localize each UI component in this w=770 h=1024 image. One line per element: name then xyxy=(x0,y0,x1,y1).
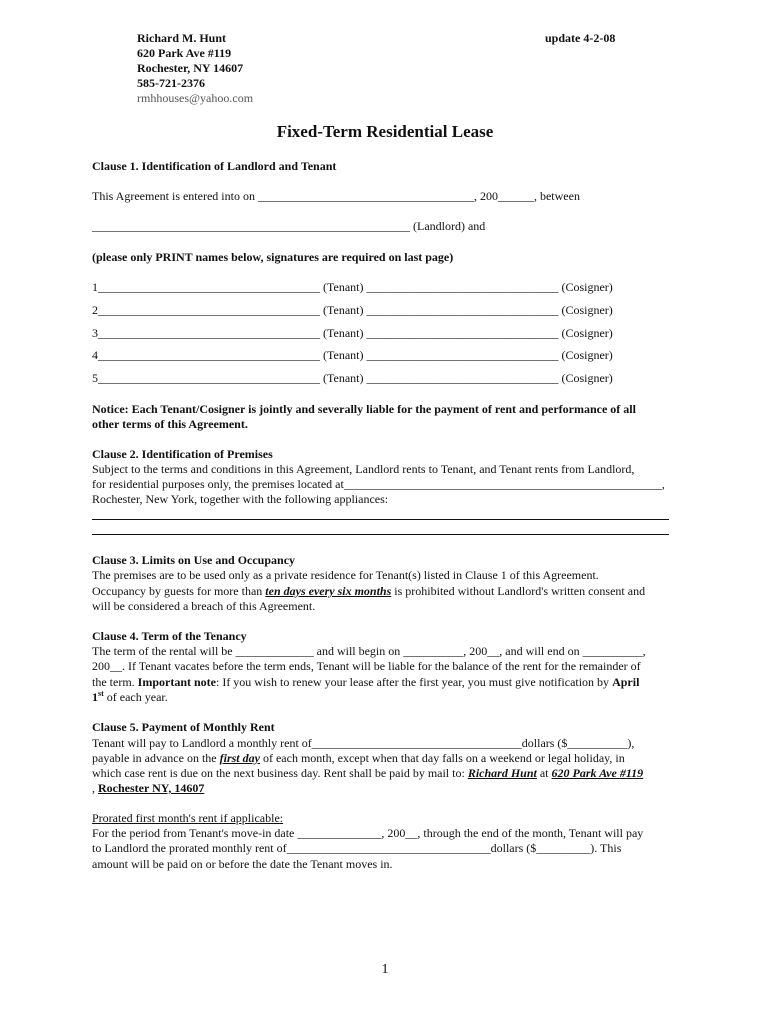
clause-5-line-3-at: at xyxy=(536,766,552,780)
tenant-row: 5_____________________________________ (Tenant) ________________________________ (Cosigner) xyxy=(92,371,613,385)
clause-2-heading: Clause 2. Identification of Premises xyxy=(92,447,273,461)
print-names-note: (please only PRINT names below, signatures are required on last page) xyxy=(92,250,454,264)
prorated-line-2: to Landlord the prorated monthly rent of__________________________________dollars ($_________). This xyxy=(92,841,622,855)
renewal-month: April xyxy=(612,675,640,689)
clause-1-heading: Clause 1. Identification of Landlord and Tenant xyxy=(92,159,337,173)
clause-5-line-2 xyxy=(92,751,625,766)
clause-2-line-2: for residential purposes only, the premises located at_____________________________________________________, xyxy=(92,477,665,491)
agreement-date-line: This Agreement is entered into on ____________________________________, 200______, between xyxy=(92,189,580,203)
clause-4-line-2: 200__. If Tenant vacates before the term ends, Tenant will be liable for the balance of the rent for the remainder of xyxy=(92,659,641,673)
clause-4-heading: Clause 4. Term of the Tenancy xyxy=(92,629,247,643)
clause-5-line-2-pre: payable in advance on the xyxy=(92,751,220,765)
liability-notice-line-1: Notice: Each Tenant/Cosigner is jointly and severally liable for the payment of rent and performance of all xyxy=(92,402,636,416)
landlord-email: rmhhouses@yahoo.com xyxy=(137,91,254,105)
clause-4-line-3-pre: the term. xyxy=(92,675,138,689)
document-title: Fixed-Term Residential Lease xyxy=(276,122,494,141)
liability-notice-line-2: other terms of this Agreement. xyxy=(92,417,248,431)
page-number: 1 xyxy=(381,962,389,977)
prorated-line-3: amount will be paid on or before the date the Tenant moves in. xyxy=(92,857,393,871)
clause-3-line-2-pre: Occupancy by guests for more than xyxy=(92,584,266,598)
clause-2-line-1: Subject to the terms and conditions in this Agreement, Landlord rents to Tenant, and Tenant rents from Landlord, xyxy=(92,462,635,476)
clause-2-line-3: Rochester, New York, together with the following appliances: xyxy=(92,492,389,506)
tenant-row: 3_____________________________________ (Tenant) ________________________________ (Cosigner) xyxy=(92,326,613,340)
clause-5-line-4-pre: , xyxy=(92,781,98,795)
guest-limit-emphasis: ten days every six months xyxy=(265,584,392,598)
renewal-day: 1 xyxy=(92,690,98,704)
appliances-blank-line xyxy=(92,534,669,535)
tenant-row: 1_____________________________________ (Tenant) ________________________________ (Cosigner) xyxy=(92,280,613,294)
appliances-blank-line xyxy=(92,519,669,520)
tenant-row: 4_____________________________________ (Tenant) ________________________________ (Cosigner) xyxy=(92,348,613,362)
clause-4-line-3-mid: : If you wish to renew your lease after the first year, you must give notification by xyxy=(215,675,613,689)
clause-5-line-4 xyxy=(92,781,204,796)
clause-3-line-2 xyxy=(92,584,645,599)
renewal-day-suffix: st xyxy=(98,689,104,698)
payee-name: Richard Hunt xyxy=(467,766,537,780)
tenant-row: 2_____________________________________ (Tenant) ________________________________ (Cosigner) xyxy=(92,303,613,317)
clause-3-line-2-post: is prohibited without Landlord's written consent and xyxy=(391,584,646,598)
clause-5-line-3 xyxy=(92,766,643,781)
clause-5-line-2-post: of each month, except when that day falls on a weekend or legal holiday, in xyxy=(259,751,625,765)
prorated-heading: Prorated first month's rent if applicable: xyxy=(92,811,284,825)
clause-4-line-1: The term of the rental will be _____________ and will begin on __________, 200__, and will end on __________, xyxy=(92,644,646,658)
important-note-label: Important note xyxy=(137,675,216,689)
clause-5-line-3-pre: which case rent is due on the next business day. Rent shall be paid by mail to: xyxy=(92,766,468,780)
landlord-address-line-1: 620 Park Ave #119 xyxy=(137,46,232,60)
due-day-emphasis: first day xyxy=(219,751,260,765)
clause-4-line-3 xyxy=(92,675,639,690)
clause-3-line-3: will be considered a breach of this Agreement. xyxy=(92,599,316,613)
landlord-phone: 585-721-2376 xyxy=(137,76,205,90)
clause-3-line-1: The premises are to be used only as a private residence for Tenant(s) listed in Clause 1 of this Agreement. xyxy=(92,568,599,582)
payee-address: 620 Park Ave #119 xyxy=(551,766,644,780)
update-date: update 4-2-08 xyxy=(545,31,616,45)
clause-4-line-4-rest: of each year. xyxy=(103,690,168,704)
clause-5-line-1: Tenant will pay to Landlord a monthly rent of___________________________________dollars ($__________), xyxy=(92,736,635,750)
prorated-line-1: For the period from Tenant's move-in date ______________, 200__, through the end of the month, Tenant will pay xyxy=(92,826,644,840)
clause-4-line-4 xyxy=(92,690,168,705)
landlord-line: _____________________________________________________ (Landlord) and xyxy=(92,219,486,233)
payee-city: Rochester NY, 14607 xyxy=(98,781,205,795)
landlord-address-line-2: Rochester, NY 14607 xyxy=(137,61,244,75)
clause-5-heading: Clause 5. Payment of Monthly Rent xyxy=(92,720,275,734)
landlord-name: Richard M. Hunt xyxy=(137,31,227,45)
clause-3-heading: Clause 3. Limits on Use and Occupancy xyxy=(92,553,296,567)
